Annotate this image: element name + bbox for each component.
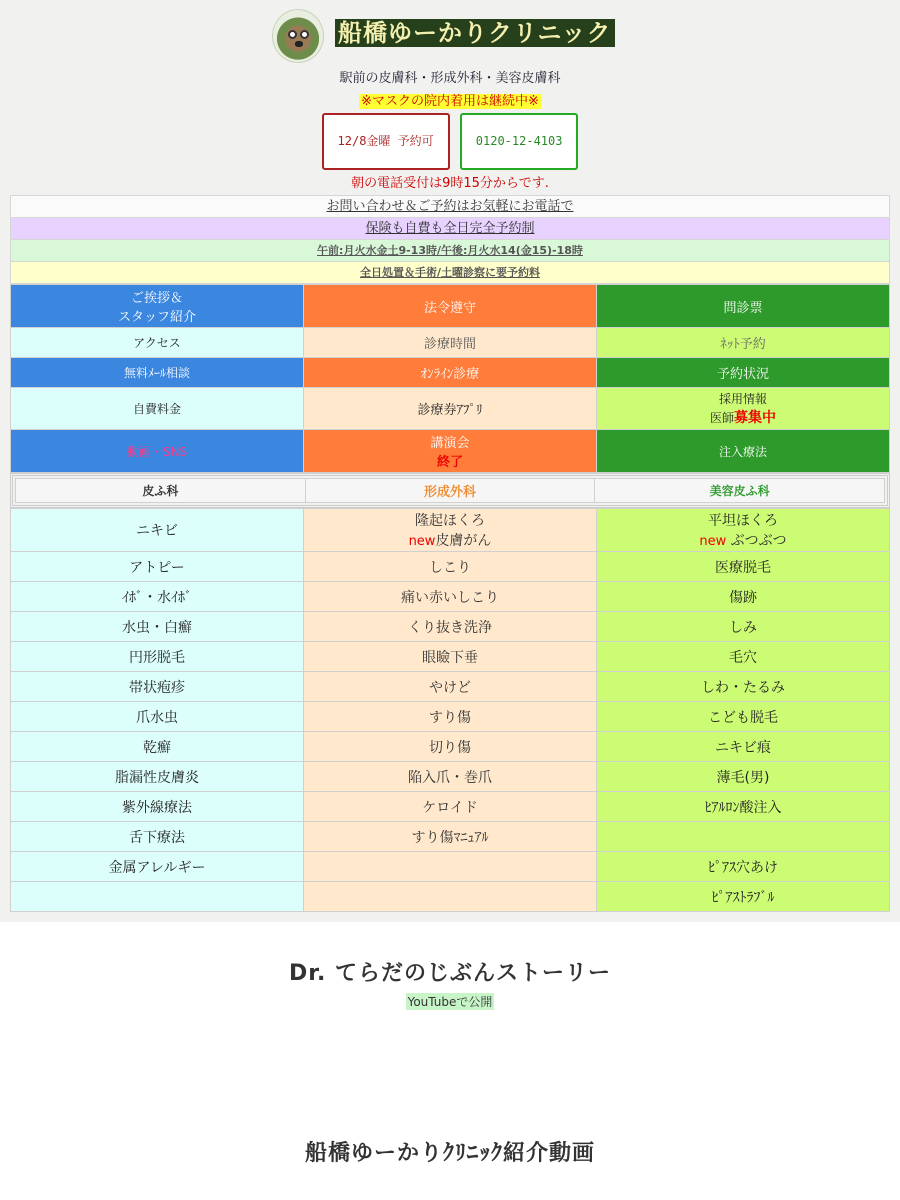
condition-item[interactable]: しみ [597,612,890,642]
site-subtitle: 駅前の皮膚科・形成外科・美容皮膚科 [339,71,561,86]
category-plastic[interactable]: 形成外科 [305,479,595,503]
condition-item [304,852,597,882]
condition-item[interactable]: 舌下療法 [11,822,304,852]
nav-questionnaire[interactable]: 問診票 [597,285,890,328]
table-row [11,672,890,702]
condition-item[interactable]: しわ・たるみ [597,672,890,702]
youtube-link[interactable]: YouTubeで公開 [407,995,493,1009]
condition-item[interactable]: ケロイド [304,792,597,822]
condition-item[interactable]: ﾋﾟｱｽﾄﾗﾌﾞﾙ [597,882,890,912]
hours-link[interactable]: 午前:月火水金土9-13時/午後:月火水14(金15)-18時 [10,239,890,261]
site-title[interactable]: 船橋ゆーかりクリニック [335,19,615,47]
intro-video-title: 船橋ゆーかりｸﾘﾆｯｸ紹介動画 [304,1141,595,1166]
condition-item[interactable]: 平坦ほくろ new ぶつぶつ [597,509,890,552]
site-header [0,8,900,66]
table-row [11,582,890,612]
condition-item[interactable]: 円形脱毛 [11,642,304,672]
table-row [11,702,890,732]
table-row [11,552,890,582]
condition-item[interactable]: 水虫・白癬 [11,612,304,642]
condition-item[interactable]: 陥入爪・巻爪 [304,762,597,792]
condition-item[interactable]: 金属アレルギー [11,852,304,882]
condition-item[interactable]: やけど [304,672,597,702]
nav-online[interactable]: ｵﾝﾗｲﾝ診療 [304,358,597,388]
category-dermatology[interactable]: 皮ふ科 [16,479,306,503]
story-section [0,922,900,1010]
condition-item[interactable]: ﾋﾟｱｽ穴あけ [597,852,890,882]
condition-item[interactable]: すり傷ﾏﾆｭｱﾙ [304,822,597,852]
condition-item[interactable]: 爪水虫 [11,702,304,732]
condition-item[interactable]: 毛穴 [597,642,890,672]
condition-item[interactable]: 傷跡 [597,582,890,612]
condition-item[interactable]: 紫外線療法 [11,792,304,822]
action-buttons [0,113,900,173]
phone-button[interactable]: 0120-12-4103 [460,113,579,170]
table-row [11,822,890,852]
condition-item[interactable]: 切り傷 [304,732,597,762]
table-row [11,792,890,822]
condition-item[interactable]: 眼瞼下垂 [304,642,597,672]
condition-item[interactable]: 乾癬 [11,732,304,762]
nav-reserve-status[interactable]: 予約状況 [597,358,890,388]
morning-phone-note: 朝の電話受付は9時15分からです. [351,176,549,191]
nav-greeting[interactable]: ご挨拶＆ スタッフ紹介 [11,285,304,328]
nav-app[interactable]: 診療券ｱﾌﾟﾘ [304,388,597,430]
table-row [11,642,890,672]
nav-mail-consult[interactable]: 無料ﾒｰﾙ相談 [11,358,304,388]
nav-net-reserve[interactable]: ﾈｯﾄ予約 [597,328,890,358]
conditions-table [10,508,890,912]
table-row [11,762,890,792]
story-title: Dr. てらだのじぶんストーリー [289,961,611,986]
condition-item[interactable]: すり傷 [304,702,597,732]
info-bars [10,195,890,284]
condition-item[interactable]: ﾋｱﾙﾛﾝ酸注入 [597,792,890,822]
condition-item[interactable]: 薄毛(男) [597,762,890,792]
nav-compliance[interactable]: 法令遵守 [304,285,597,328]
table-row [11,732,890,762]
condition-item[interactable]: こども脱毛 [597,702,890,732]
table-row [11,882,890,912]
condition-item[interactable]: 痛い赤いしこり [304,582,597,612]
reservation-link[interactable]: 保険も自費も全日完全予約制 [10,217,890,239]
condition-item[interactable]: ニキビ痕 [597,732,890,762]
condition-item [11,882,304,912]
mask-notice: ※マスクの院内着用は継続中※ [361,94,539,109]
intro-section [0,1136,900,1167]
nav-lecture[interactable]: 講演会 終了 [304,430,597,473]
nav-grid [10,284,890,473]
category-cosmetic[interactable]: 美容皮ふ科 [595,479,885,503]
condition-item[interactable]: ニキビ [11,509,304,552]
condition-item[interactable]: しこり [304,552,597,582]
table-row [11,852,890,882]
condition-item[interactable]: 医療脱毛 [597,552,890,582]
nav-recruit[interactable]: 採用情報 医師募集中 [597,388,890,430]
condition-item[interactable]: 帯状疱疹 [11,672,304,702]
condition-item[interactable]: 脂漏性皮膚炎 [11,762,304,792]
condition-item [597,822,890,852]
condition-item[interactable]: ｲﾎﾞ・水ｲﾎﾞ [11,582,304,612]
nav-injection[interactable]: 注入療法 [597,430,890,473]
nav-access[interactable]: アクセス [11,328,304,358]
condition-item [304,882,597,912]
condition-item[interactable]: くり抜き洗浄 [304,612,597,642]
category-header [10,473,890,508]
condition-item[interactable]: 隆起ほくろ new皮膚がん [304,509,597,552]
nav-self-pay[interactable]: 自費料金 [11,388,304,430]
nav-hours[interactable]: 診療時間 [304,328,597,358]
reserve-button[interactable]: 12/8金曜 予約可 [322,113,450,170]
condition-item[interactable]: アトピー [11,552,304,582]
surgery-fee-link[interactable]: 全日処置＆手術/土曜診察に要予約料 [10,261,890,284]
contact-link[interactable]: お問い合わせ＆ご予約はお気軽にお電話で [10,195,890,217]
koala-logo-icon[interactable] [272,9,324,63]
nav-video-sns[interactable]: 動画・SNS [11,430,304,473]
table-row [11,612,890,642]
